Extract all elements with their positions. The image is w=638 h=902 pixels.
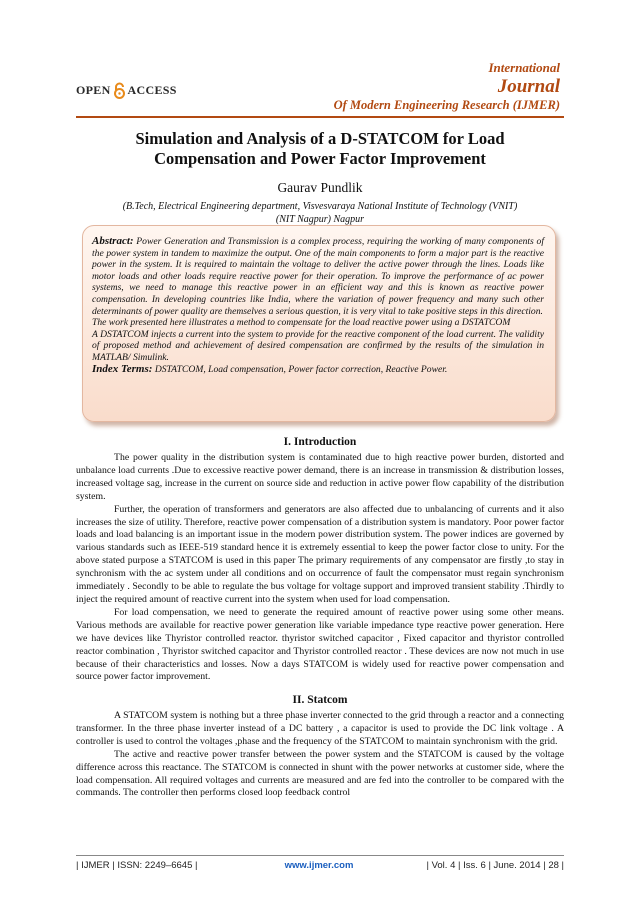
journal-full-name: Of Modern Engineering Research (IJMER) <box>333 98 560 112</box>
abstract <box>92 236 544 375</box>
footer-website-link[interactable]: www.ijmer.com <box>284 860 354 871</box>
section-1-heading: I. Introduction <box>283 436 357 448</box>
index-terms-label: Index Terms: <box>92 362 153 375</box>
journal-word: Journal <box>497 76 560 97</box>
abstract-text-3: A DSTATCOM injects a current into the system to provide for the reactive component of the load current. The validity of proposed method and achievement of desired compensation are confirmed by the results of the simulation in MATLAB/ Simulink. <box>92 328 544 363</box>
section-2-body <box>76 710 564 800</box>
affiliation-line-2: (NIT Nagpur) Nagpur <box>275 214 365 225</box>
open-access-left-text: OPEN <box>76 83 111 97</box>
section-1-paragraph-2: Further, the operation of transformers and generators are also affected due to unbalancing of currents and it also increases the size of utility. Therefore, reactive power compensation of a distribution system is mandatory. Poor power factor loads and load balancing is an important issue in the modern power distribution system. The power indices are governed by various standards such as IEEE-519 standard hence it is extremely essential to keep the power factor close to unity. For the above stated purpose a STATCOM is used in this paper The primary requirements of any compensator are firstly ,to stay in synchronism with the ac system under all conditions and on occurrence of fault the compensator must regain synchronism immediately . Secondly to be able to regulate the bus voltage for voltage support and improved transient stability .Thirdly to inject the required amount of reactive current into the system when used for load compensation. <box>76 503 564 605</box>
title-line-1: Simulation and Analysis of a D-STATCOM for Load <box>135 129 505 148</box>
author-name: Gaurav Pundlik <box>277 180 363 195</box>
journal-international: International <box>488 60 560 75</box>
footer-volume-page: | Vol. 4 | Iss. 6 | June. 2014 | 28 | <box>426 860 564 871</box>
abstract-text-2: The work presented here illustrates a method to compensate for the load reactive power using a DSTATCOM <box>92 317 511 329</box>
abstract-text-1: Power Generation and Transmission is a complex process, requiring the working of many components of the power system in tandem to maximize the output. One of the main components to form a major part is the reactive power in the system. It is required to maintain the voltage to deliver the active power through the lines. Loads like motor loads and other loads require reactive power for their operation. To improve the performance of ac power systems, we need to manage this reactive power in an efficient way and this is known as reactive power compensation. In developing countries like India, where the variation of power frequency and many such other determinants of power quality are themselves a serious question, it is very vital to take positive steps in this direction. <box>92 236 544 317</box>
open-lock-icon <box>113 82 126 99</box>
affiliation-line-1: (B.Tech, Electrical Engineering department, Visvesvaraya National Institute of Technology (VNIT) <box>122 201 518 212</box>
section-1-paragraph-3: For load compensation, we need to generate the required amount of reactive power using some other means. Various methods are available for reactive power generation like variable impedance type reactive power generation. Here we have devices like Thyristor controlled reactor. thyristor switched capacitor , Fixed capacitor and thyristor controlled reactor combination , Thyristor switched capacitor and Thyristor controlled reactor . These devices are now not much in use because of their characteristics and losses. Now a days STATCOM is widely used for reactive power compensation and source power factor improvement. <box>76 606 564 683</box>
abstract-label: Abstract: <box>92 235 134 247</box>
section-1-paragraph-1: The power quality in the distribution system is contaminated due to high reactive power burden, distorted and unbalance load currents .Due to excessive reactive power demand, there is an increase in transmission & distribution losses, increased voltage sag, increase in the current on source side and reduction in active power flow capability of the distribution system. <box>76 452 564 502</box>
header-divider <box>76 116 564 118</box>
open-access-logo <box>76 82 177 99</box>
section-2-paragraph-2: The active and reactive power transfer between the power system and the STATCOM is caused by the voltage difference across this reactance. The STATCOM is connected in shunt with the power networks at customer side, where the load compensation. All required voltages and currents are measured and are fed into the controller to be compared with the commands. The controller then performs closed loop feedback control <box>76 748 564 799</box>
footer-divider <box>76 855 564 856</box>
footer-issn: | IJMER | ISSN: 2249–6645 | <box>76 860 198 871</box>
author-affiliation <box>76 200 564 226</box>
title-line-2: Compensation and Power Factor Improvement <box>154 149 486 168</box>
section-2-paragraph-1: A STATCOM system is nothing but a three phase inverter connected to the grid through a reactor and a connecting transformer. In the three phase inverter instead of a DC battery , a capacitor is used to provide the DC link voltage . A controller is used to control the voltages ,phase and the frequency of the STATCOM to maintain synchronism with the grid. <box>76 710 564 747</box>
section-2-heading: II. Statcom <box>292 694 348 706</box>
paper-title <box>76 129 564 169</box>
open-access-right-text: ACCESS <box>127 83 177 97</box>
section-1-body <box>76 452 564 684</box>
index-terms: DSTATCOM, Load compensation, Power factor correction, Reactive Power. <box>154 363 448 375</box>
